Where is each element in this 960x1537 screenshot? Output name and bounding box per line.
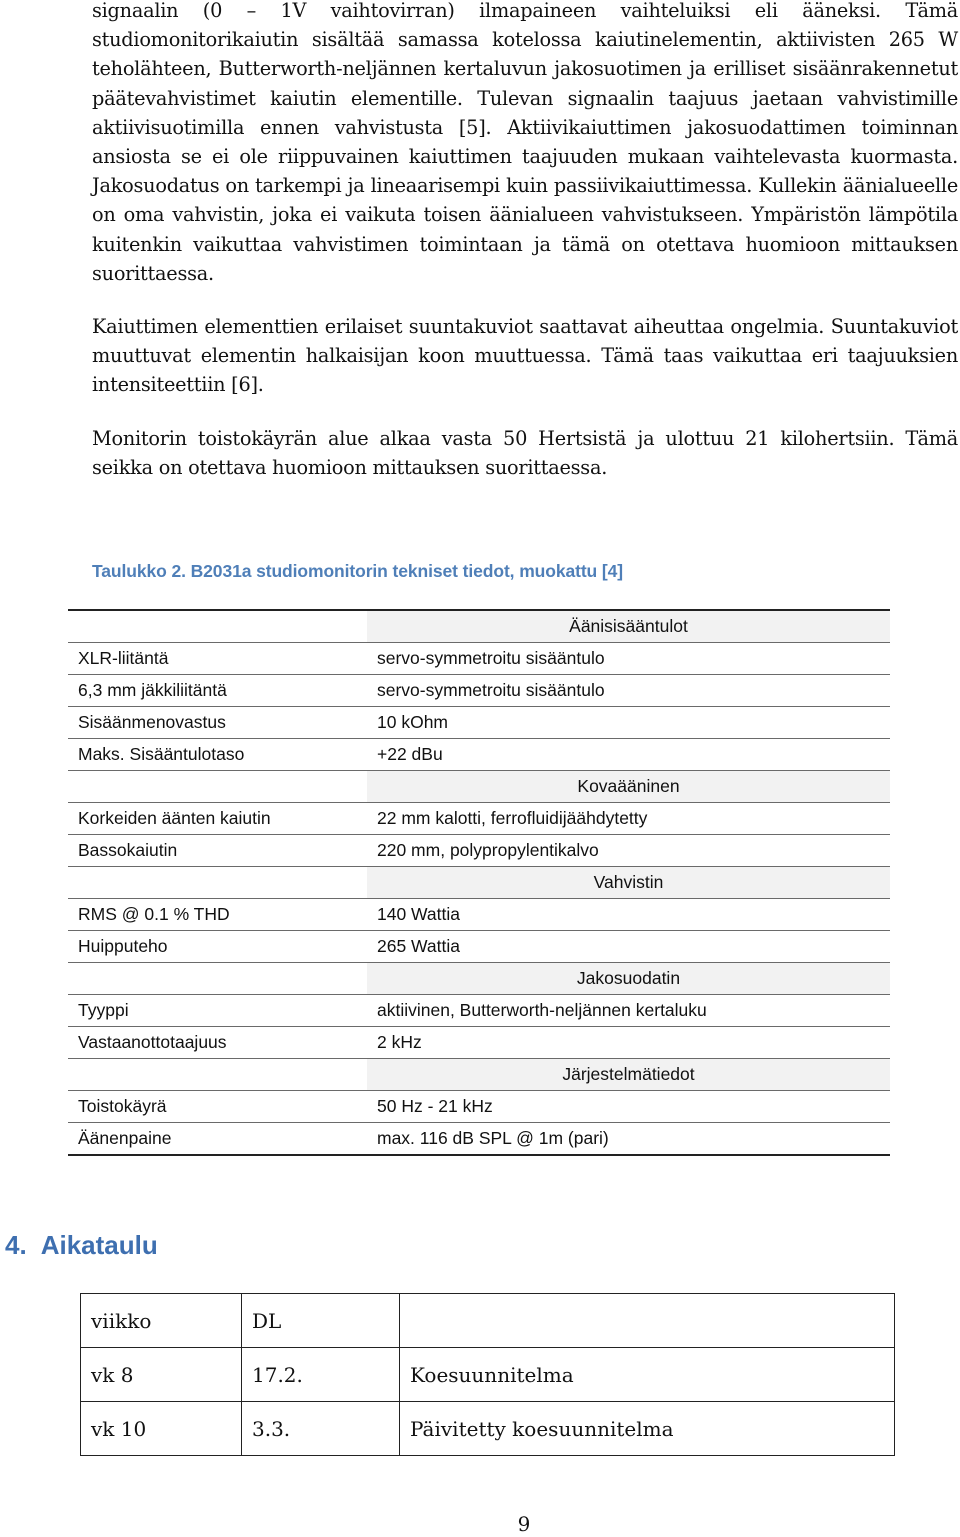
spec-row [68,1123,890,1156]
schedule-week: vk 10 [81,1402,242,1456]
spec-value: +22 dBu [367,739,890,771]
spec-group-header [68,1059,890,1091]
spec-label: Vastaanottotaajuus [68,1027,367,1059]
schedule-row [81,1402,895,1456]
spec-label: Tyyppi [68,995,367,1027]
schedule-task [400,1294,895,1348]
body-paragraph-3: Monitorin toistokäyrän alue alkaa vasta 50 Hertsistä ja ulottuu 21 kilohertsiin. Tämä seikka on otettava huomioon mittauksen suorittaessa. [92,427,958,480]
spec-table [68,609,890,1156]
table-caption: Taulukko 2. B2031a studiomonitorin tekniset tiedot, muokattu [4] [92,561,623,581]
schedule-table [80,1293,895,1456]
spec-value: 22 mm kalotti, ferrofluidijäähdytetty [367,803,890,835]
spec-group-header [68,610,890,643]
schedule-row [81,1348,895,1402]
spec-value: servo-symmetroitu sisääntulo [367,643,890,675]
spec-group-title: Äänisisääntulot [367,610,890,643]
spec-row [68,1027,890,1059]
spec-group-spacer [68,867,367,899]
spec-value: 220 mm, polypropylentikalvo [367,835,890,867]
spec-row [68,643,890,675]
spec-value: 10 kOhm [367,707,890,739]
schedule-deadline: 17.2. [242,1348,400,1402]
spec-label: Sisäänmenovastus [68,707,367,739]
schedule-deadline: 3.3. [242,1402,400,1456]
spec-label: XLR-liitäntä [68,643,367,675]
section-title: Aikataulu [40,1230,158,1260]
spec-group-spacer [68,963,367,995]
spec-value: aktiivinen, Butterworth-neljännen kertaluku [367,995,890,1027]
spec-label: Maks. Sisääntulotaso [68,739,367,771]
spec-row [68,835,890,867]
spec-label: Toistokäyrä [68,1091,367,1123]
spec-value: servo-symmetroitu sisääntulo [367,675,890,707]
spec-value: 50 Hz - 21 kHz [367,1091,890,1123]
body-paragraph-2: Kaiuttimen elementtien erilaiset suuntakuviot saattavat aiheuttaa ongelmia. Suuntakuviot muuttuvat elementin halkaisijan koon muuttuessa. Tämä taas vaikuttaa eri taajuuksien intensiteettiin [6]. [92,315,958,397]
spec-label: Äänenpaine [68,1123,367,1156]
spec-row [68,803,890,835]
spec-row [68,995,890,1027]
schedule-task: Koesuunnitelma [400,1348,895,1402]
schedule-deadline: DL [242,1294,400,1348]
spec-group-header [68,771,890,803]
spec-group-title: Jakosuodatin [367,963,890,995]
spec-group-spacer [68,771,367,803]
spec-group-title: Järjestelmätiedot [367,1059,890,1091]
spec-row [68,739,890,771]
spec-value: 265 Wattia [367,931,890,963]
spec-label: Korkeiden äänten kaiutin [68,803,367,835]
spec-value: 140 Wattia [367,899,890,931]
spec-group-header [68,867,890,899]
spec-value: 2 kHz [367,1027,890,1059]
section-heading [5,1230,158,1261]
spec-label: 6,3 mm jäkkiliitäntä [68,675,367,707]
spec-row [68,1091,890,1123]
spec-label: Bassokaiutin [68,835,367,867]
spec-group-header [68,963,890,995]
spec-label: RMS @ 0.1 % THD [68,899,367,931]
spec-value: max. 116 dB SPL @ 1m (pari) [367,1123,890,1156]
spec-label: Huipputeho [68,931,367,963]
spec-group-spacer [68,1059,367,1091]
spec-row [68,899,890,931]
spec-row [68,707,890,739]
spec-group-title: Vahvistin [367,867,890,899]
schedule-task: Päivitetty koesuunnitelma [400,1402,895,1456]
schedule-week: viikko [81,1294,242,1348]
spec-group-spacer [68,610,367,643]
body-paragraph-1: signaalin (0 – 1V vaihtovirran) ilmapaineen vaihteluiksi eli ääneksi. Tämä studiomonitorikaiutin sisältää samassa kotelossa kaiutinelementin, aktiivisten 265 W teholähteen, Butterworth-neljännen kertaluvun jakosuotimen ja erilliset sisäänrakennetut päätevahvistimet kaiutin elementille. Tulevan signaalin taajuus jaetaan vahvistimille aktiivisuotimilla ennen vahvistusta [5]. Aktiivikaiuttimen jakosuodattimen toiminnan ansiosta se ei ole riippuvainen kaiuttimen taajuuden mukaan vaihtelevasta kuormasta. Jakosuodatus on tarkempi ja lineaarisempi kuin passiivikaiuttimessa. Kullekin äänialueelle on oma vahvistin, joka ei vaikuta toisen äänialueen vahvistukseen. Ympäristön lämpötila kuitenkin vaikuttaa vahvistimen toimintaan ja tämä on otettava huomioon mittauksen suorittaessa. [92,0,958,285]
page-number: 9 [517,1512,531,1536]
spec-row [68,675,890,707]
schedule-row [81,1294,895,1348]
spec-row [68,931,890,963]
section-number: 4. [5,1230,27,1260]
schedule-week: vk 8 [81,1348,242,1402]
spec-group-title: Kovaääninen [367,771,890,803]
